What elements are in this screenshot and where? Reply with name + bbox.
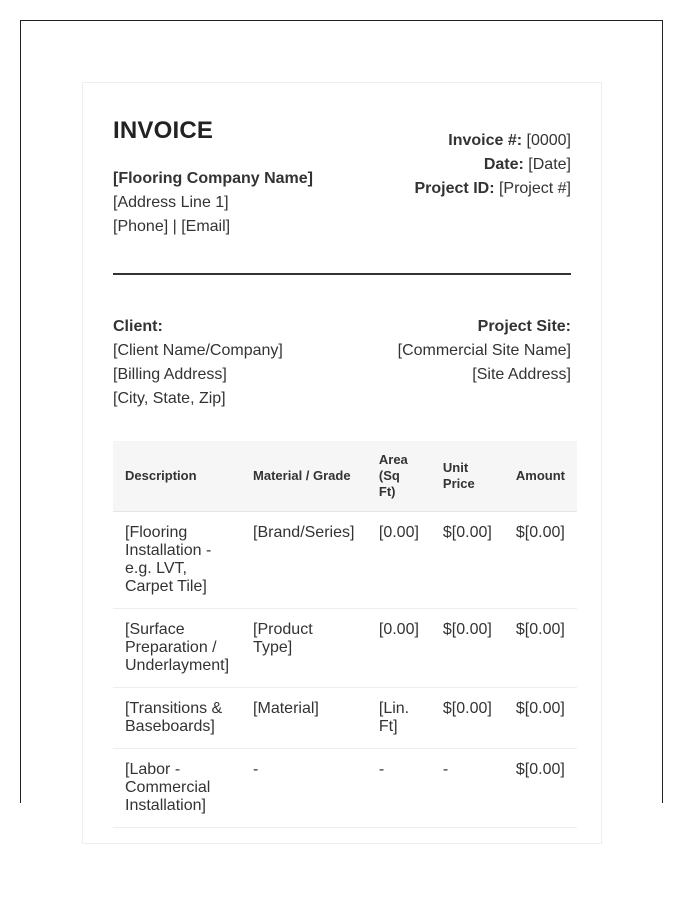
table-row [113, 512, 577, 609]
client-billing-address: [Billing Address] [113, 366, 227, 383]
invoice-number [415, 129, 572, 153]
cell-amount: $[0.00] [504, 512, 577, 609]
cell-unit-price: $[0.00] [431, 609, 504, 688]
invoice-title: INVOICE [113, 117, 214, 144]
client-city-state-zip: [City, State, Zip] [113, 390, 226, 407]
cell-amount: $[0.00] [504, 609, 577, 688]
project-site-block [398, 315, 571, 387]
project-id [415, 177, 572, 201]
column-header-material: Material / Grade [241, 441, 367, 512]
company-name: [Flooring Company Name] [113, 170, 314, 187]
invoice-meta [415, 129, 572, 201]
invoice-number-label: Invoice #: [448, 132, 523, 149]
project-id-label: Project ID: [414, 180, 495, 197]
client-heading: Client: [113, 318, 163, 335]
project-site-heading: Project Site: [477, 318, 571, 335]
cell-amount: $[0.00] [504, 749, 577, 828]
column-header-description: Description [113, 441, 241, 512]
company-address: [Address Line 1] [113, 194, 229, 211]
cell-description: [Surface Preparation / Underlayment] [113, 609, 241, 688]
cell-material: [Brand/Series] [241, 512, 367, 609]
client-block [113, 315, 283, 411]
project-site-name: [Commercial Site Name] [397, 342, 571, 359]
cell-description: [Labor - Commercial Installation] [113, 749, 241, 828]
cell-area: [Lin. Ft] [367, 688, 431, 749]
cell-area: - [367, 749, 431, 828]
invoice-sheet [82, 82, 602, 844]
table-row [113, 688, 577, 749]
column-header-unit-price: Unit Price [431, 441, 504, 512]
cell-material: [Material] [241, 688, 367, 749]
invoice-date-label: Date: [483, 156, 524, 173]
invoice-date-value: [Date] [523, 156, 571, 173]
cell-description: [Transitions & Baseboards] [113, 688, 241, 749]
cell-area: [0.00] [367, 609, 431, 688]
column-header-area: Area (Sq Ft) [367, 441, 431, 512]
cell-unit-price: - [431, 749, 504, 828]
invoice-date [415, 153, 572, 177]
cell-material: [Product Type] [241, 609, 367, 688]
project-site-address: [Site Address] [472, 366, 571, 383]
client-name: [Client Name/Company] [113, 342, 283, 359]
cell-area: [0.00] [367, 512, 431, 609]
cell-material: - [241, 749, 367, 828]
column-header-amount: Amount [504, 441, 577, 512]
project-id-value: [Project #] [494, 180, 571, 197]
cell-unit-price: $[0.00] [431, 688, 504, 749]
cell-description: [Flooring Installation - e.g. LVT, Carpet Tile] [113, 512, 241, 609]
document-frame [20, 20, 663, 814]
table-row [113, 609, 577, 688]
table-header-row [113, 441, 577, 512]
cell-unit-price: $[0.00] [431, 512, 504, 609]
line-items-table [113, 441, 577, 828]
company-info [113, 167, 313, 239]
table-row [113, 749, 577, 828]
invoice-number-value: [0000] [522, 132, 571, 149]
company-contact: [Phone] | [Email] [113, 218, 231, 235]
cell-amount: $[0.00] [504, 688, 577, 749]
header-divider [113, 273, 571, 275]
